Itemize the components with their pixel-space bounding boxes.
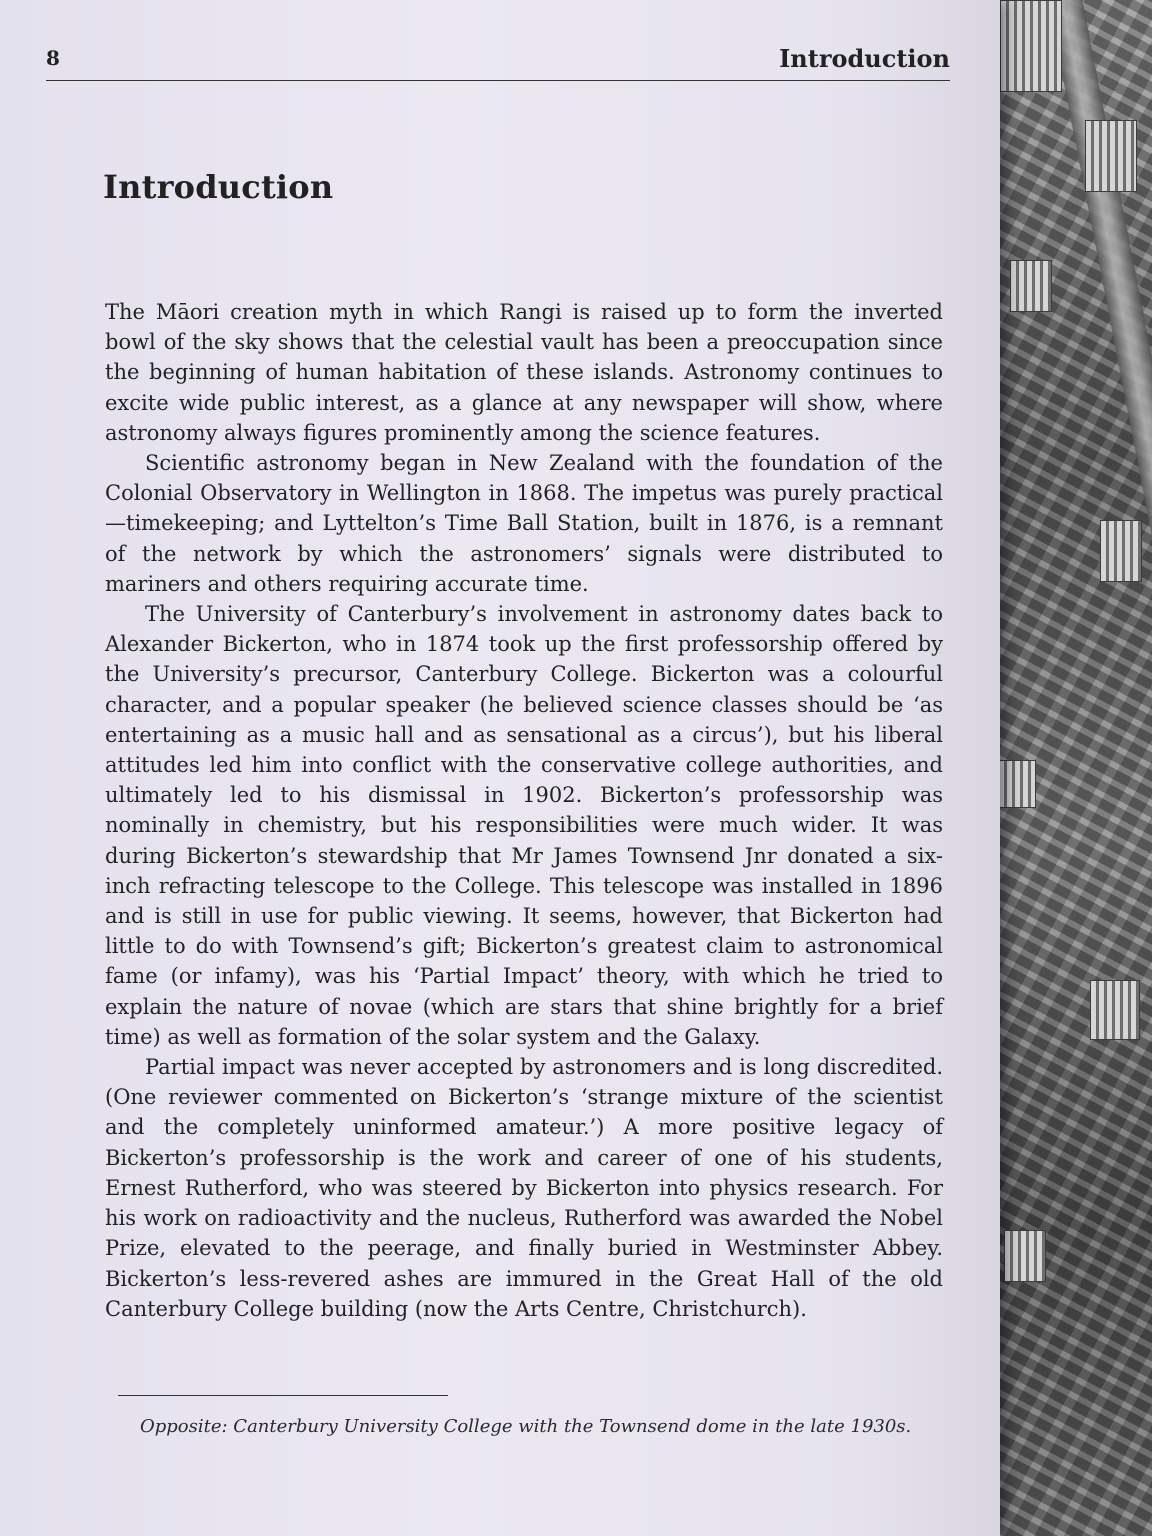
photo-building xyxy=(1000,0,1062,92)
photo-road xyxy=(1040,0,1152,1536)
running-head xyxy=(46,40,950,81)
paragraph-partial-impact: Partial impact was never accepted by astronomers and is long discredited. (One reviewer commented on Bickerton’s ‘strange mixture of the scientist and the completely uninformed amateur.’) A more positive legacy of Bickerton’s professorship is the work and career of one of his students, Ernest Rutherford, who was steered by Bickerton into physics research. For his work on radioactivity and the nucleus, Rutherford was awarded the Nobel Prize, elevated to the peerage, and finally buried in Westminster Abbey. Bickerton’s less-revered ashes are immured in the Great Hall of the old Canterbury College building (now the Arts Centre, Christchurch). xyxy=(105,1055,943,1321)
body-text xyxy=(105,297,943,1324)
paragraph-scientific-astronomy: Scientific astronomy began in New Zealand with the foundation of the Colonial Observatory in Wellington in 1868. The impetus was purely practical—timekeeping; and Lyttelton’s Time Ball Station, built in 1876, is a remnant of the network by which the astronomers’ signals were distributed to mariners and others requiring accurate time. xyxy=(105,451,943,596)
photo-building xyxy=(998,760,1036,808)
paragraph-maori-creation-myth: The Māori creation myth in which Rangi is raised up to form the inverted bowl of the sky shows that the celestial vault has been a preoccupation since the beginning of human habitation of these islands. Astronomy continues to excite wide public interest, as a glance at any newspaper will show, where astronomy always figures prominently among the science features. xyxy=(105,300,943,445)
page-number: 8 xyxy=(46,46,60,70)
running-title: Introduction xyxy=(779,44,950,73)
photo-building xyxy=(1010,260,1052,312)
photo-building xyxy=(1004,1230,1046,1282)
paragraph-university-involvement: The University of Canterbury’s involvement in astronomy dates back to Alexander Bickerton, who in 1874 took up the first professorship offered by the University’s precursor, Canterbury College. Bickerton was a colourful character, and a popular speaker (he believed science classes should be ‘as entertaining as a music hall and as sensational as a circus’), but his liberal attitudes led him into conflict with the conservative college authorities, and ultimately led to his dismissal in 1902. Bickerton’s professorship was nominally in chemistry, but his responsibilities were much wider. It was during Bickerton’s stewardship that Mr James Townsend Jnr donated a six-inch refracting telescope to the College. This telescope was installed in 1896 and is still in use for public viewing. It seems, however, that Bickerton had little to do with Townsend’s gift; Bickerton’s greatest claim to astronomical fame (or infamy), was his ‘Partial Impact’ theory, with which he tried to explain the nature of novae (which are stars that shine brightly for a brief time) as well as formation of the solar system and the Galaxy. xyxy=(105,602,943,1049)
chapter-title: Introduction xyxy=(103,168,334,206)
photo-building xyxy=(1085,120,1137,192)
photo-building xyxy=(1090,980,1140,1040)
caption-rule xyxy=(118,1395,448,1396)
photo-building xyxy=(1100,520,1142,582)
aerial-photo-facing-page xyxy=(990,0,1152,1536)
figure-caption: Opposite: Canterbury University College with the Townsend dome in the late 1930s. xyxy=(140,1416,912,1437)
